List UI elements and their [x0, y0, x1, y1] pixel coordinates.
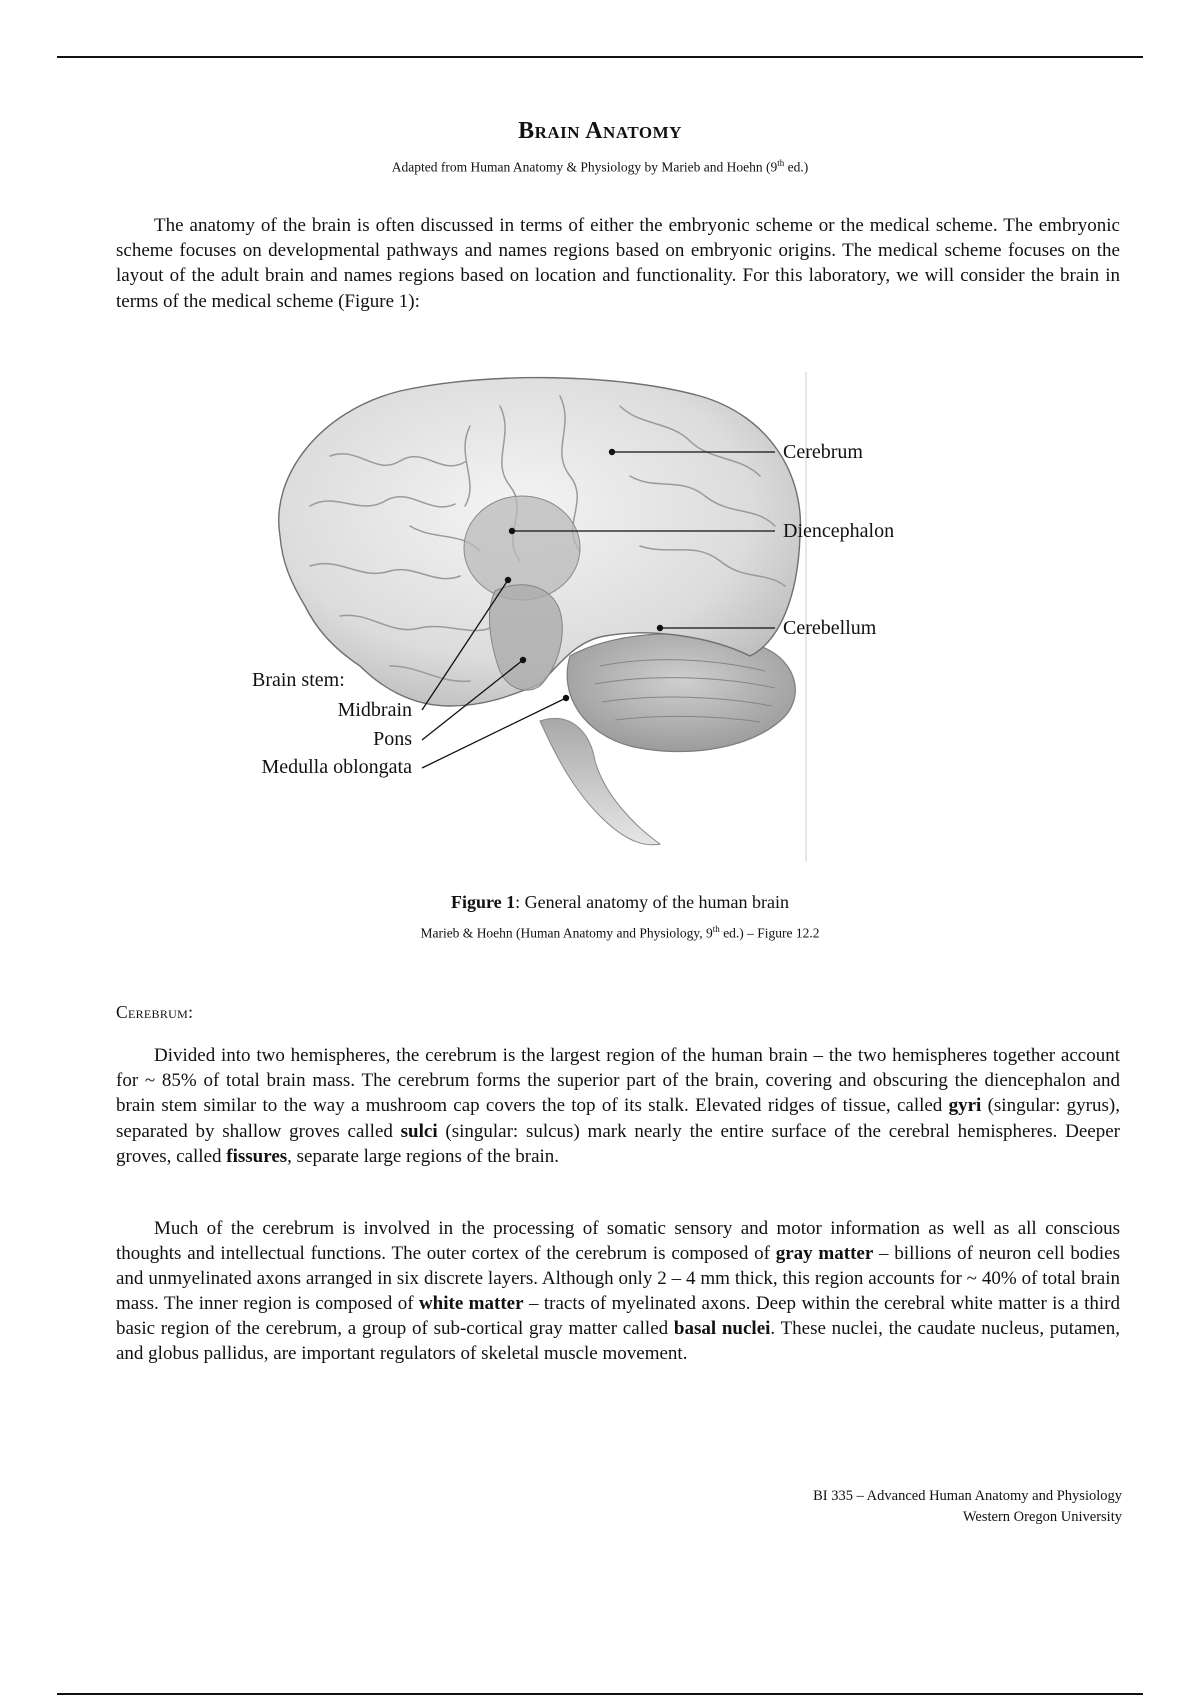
paragraph-text: – tracts of myelinated axons. Deep within the cerebral white matter is a third basic region of the cerebrum, a group of sub-cortical gray matter called [116, 1293, 1120, 1339]
paragraph-text: , separate large regions of the brain. [287, 1145, 560, 1167]
paragraph-text: (singular: gyrus), separated by shallow groves called [116, 1095, 1120, 1142]
cerebrum-paragraph-1 [116, 1043, 1120, 1169]
term-gray-matter: gray matter [775, 1243, 874, 1264]
term-basal-nuclei: basal nuclei [673, 1318, 771, 1339]
paragraph-text: Divided into two hemispheres, the cerebrum is the largest region of the human brain – the two hemispheres together account for ~ 85% of total brain mass. The cerebrum forms the superior part of the brain, covering and obscuring the diencephalon and brain stem similar to the way a mushroom cap covers the top of its stalk. Elevated ridges of tissue, called [116, 1045, 1120, 1117]
page-title: Brain Anatomy [518, 118, 682, 144]
label-cerebellum: Cerebellum [783, 617, 877, 639]
figure-source-superscript: th [712, 924, 720, 934]
term-white-matter: white matter [418, 1293, 524, 1314]
top-rule [57, 56, 1143, 58]
figure-caption [0, 892, 1200, 913]
cerebrum-paragraph-2 [116, 1216, 1120, 1366]
term-gyri: gyri [948, 1095, 982, 1117]
paragraph-text: – billions of neuron cell bodies and unmyelinated axons arranged in six discrete layers. Although only 2 – 4 mm thick, this region accounts for ~ 40% of total brain mass. The inner region is composed of [116, 1243, 1120, 1314]
label-midbrain: Midbrain [337, 699, 412, 721]
figure-source-text-end: ed.) – Figure 12.2 [719, 925, 820, 941]
paragraph-text: (singular: sulcus) mark nearly the entire surface of the cerebral hemispheres. Deeper groves, called [116, 1120, 1120, 1167]
figure-source [0, 924, 1200, 942]
subtitle-superscript: th [777, 158, 785, 168]
term-fissures: fissures [226, 1145, 288, 1167]
paragraph-text: Much of the cerebrum is involved in the processing of somatic sensory and motor information as well as all conscious thoughts and intellectual functions. The outer cortex of the cerebrum is composed of [116, 1218, 1120, 1264]
cerebellum-shape [567, 634, 795, 752]
subtitle-text: Adapted from Human Anatomy & Physiology by Marieb and Hoehn (9 [391, 159, 778, 175]
subtitle-text-end: ed.) [784, 159, 809, 175]
page-subtitle [0, 158, 1200, 176]
label-medulla-oblongata: Medulla oblongata [261, 756, 412, 778]
intro-paragraph: The anatomy of the brain is often discussed in terms of either the embryonic scheme or the medical scheme. The embryonic scheme focuses on developmental pathways and names regions based on embryonic origins. The medical scheme focuses on the layout of the adult brain and names regions based on location and functionality. For this laboratory, we will consider the brain in terms of the medical scheme (Figure 1): [116, 215, 1120, 312]
label-cerebrum: Cerebrum [783, 441, 863, 463]
footer-university: Western Oregon University [962, 1509, 1122, 1525]
label-brain-stem: Brain stem: [252, 669, 345, 691]
footer-course: BI 335 – Advanced Human Anatomy and Physiology [813, 1488, 1122, 1504]
bottom-rule [57, 1693, 1143, 1695]
label-pons: Pons [373, 728, 412, 750]
section-heading-cerebrum: Cerebrum: [116, 1002, 194, 1022]
brain-anatomy-figure [240, 366, 980, 866]
figure-caption-text: : General anatomy of the human brain [515, 892, 790, 912]
label-diencephalon: Diencephalon [783, 520, 895, 542]
paragraph-text: . These nuclei, the caudate nucleus, putamen, and globus pallidus, are important regulators of skeletal muscle movement. [116, 1318, 1120, 1364]
term-sulci: sulci [400, 1120, 438, 1142]
figure-source-text: Marieb & Hoehn (Human Anatomy and Physiology, 9 [420, 925, 713, 941]
figure-caption-label: Figure 1 [450, 892, 516, 912]
